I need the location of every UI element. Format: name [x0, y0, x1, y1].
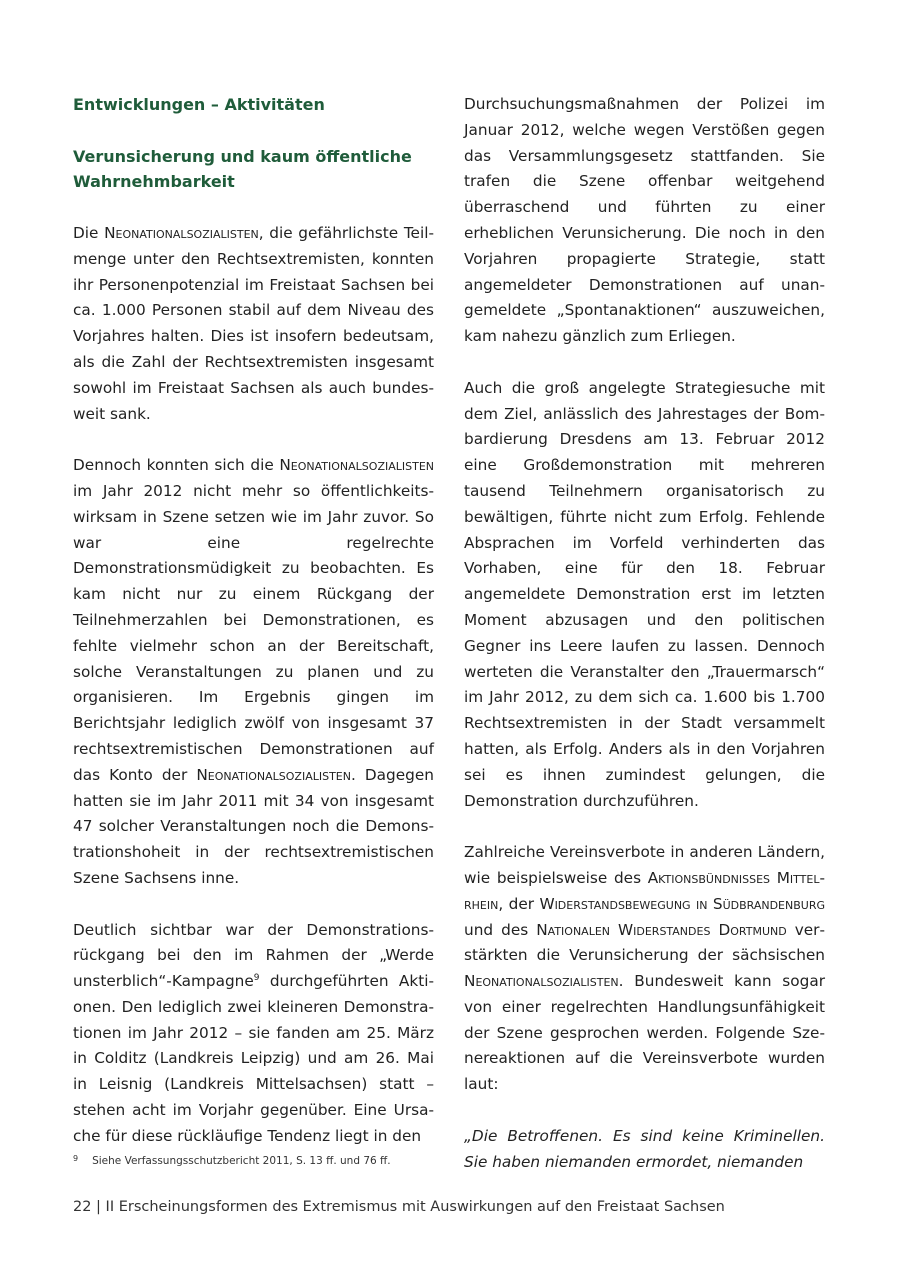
paragraph-2-text-a: Dennoch konnten sich die [73, 456, 280, 475]
paragraph-2-text-c: . Dagegen hatten sie im Jahr 2011 mit 34 von insgesamt 47 solcher Veranstaltungen noch die Demonstrationshoheit in der rechtsextremistischen Szene Sachsens inne. [73, 765, 434, 887]
term-widerstandsbewegung: Widerstandsbewegung in Südbrandenburg [539, 894, 826, 913]
paragraph-2-text-b: im Jahr 2012 nicht mehr so öffentlichkeitswirksam in Szene setzen wie im Jahr zuvor. So war eine regelrechte Demonstrationsmüdigkeit zu beobachten. Es kam nicht nur zu einem Rückgang der Teilnehmerzahlen bei Demonstrationen, es fehlte vielmehr schon an der Bereitschaft, solche Veranstaltungen zu planen und zu organisieren. Im Ergebnis gingen im Berichtsjahr lediglich zwölf von insgesamt 37 rechtsextremistischen Demonstrationen auf das Konto der [73, 481, 434, 784]
term-aktionsbuendnis: Aktionsbündnisses Mittelrhein [464, 868, 825, 913]
paragraph-1-text-b: , die gefährlichste Teilmenge unter den Rechtsextremisten, konnten ihr Personenpotenzial im Freistaat Sachsen bei ca. 1.000 Personen stabil auf dem Niveau des Vorjahres halten. Dies ist insofern bedeutsam, als die Zahl der Rechtsextremisten insgesamt sowohl im Freistaat Sachsen als auch bundesweit sank. [73, 223, 434, 423]
paragraph-3-text-b: durchgeführten Aktionen. Den lediglich zwei kleineren Demonstrationen im Jahr 2012 – sie fanden am 25. März in Colditz (Landkreis Leipzig) und am 26. Mai in Leisnig (Landkreis Mittelsachsen) statt – stehen acht im Vorjahr gegenüber. Eine Ursache für diese rückläufige Tendenz liegt in den [73, 972, 434, 1145]
paragraph-3 [73, 918, 434, 1150]
paragraph-2 [73, 453, 434, 892]
paragraph-6 [464, 840, 825, 1098]
term-neonationalsozialisten: Neonationalsozialisten [464, 972, 619, 991]
right-column [464, 92, 825, 1201]
term-neonationalsozialisten: Neonationalsozialisten [196, 765, 351, 784]
quote-paragraph: „Die Betroffenen. Es sind keine Kriminellen. Sie haben niemanden ermordet, niemanden [464, 1126, 825, 1171]
section-title: Entwicklungen – Aktivitäten [73, 95, 325, 114]
term-neonationalsozialisten: Neonationalsozialisten [104, 223, 259, 242]
paragraph-6-text-d: verstärkten die Verunsicherung der sächsischen [464, 920, 825, 965]
footnote-number: 9 [73, 1154, 79, 1163]
footnote-text: Siehe Verfassungsschutzbericht 2011, S. 13 ff. und 76 ff. [92, 1155, 391, 1167]
footnote [73, 1154, 391, 1167]
term-nationaler-widerstand: Nationalen Widerstandes Dortmund [536, 920, 787, 939]
page-footer: 22 | II Erscheinungsformen des Extremismus mit Auswirkungen auf den Freistaat Sachsen [73, 1199, 725, 1215]
footnote-reference: 9 [253, 973, 260, 984]
paragraph-6-text-a: Zahlreiche Vereinsverbote in anderen Ländern, wie beispielsweise des [464, 843, 825, 887]
left-column [73, 92, 434, 1175]
paragraph-6-text-c: und des [464, 920, 537, 939]
paragraph-1-text-a: Die [73, 223, 105, 242]
paragraph-6-text-b: , der [498, 894, 540, 913]
term-neonationalsozialisten: Neonationalsozialisten [279, 456, 434, 475]
paragraph-6-text-e: . Bundesweit kann sogar von einer regelrechten Handlungsunfähigkeit der Szene gesprochen werden. Folgende Szenereaktionen auf die Vereinsverbote wurden laut: [464, 972, 825, 1094]
paragraph-1 [73, 221, 434, 427]
paragraph-4: Durchsuchungsmaßnahmen der Polizei im Januar 2012, welche wegen Verstößen gegen das Versammlungsgesetz stattfanden. Sie trafen die Szene offenbar weitgehend überraschend und führten zu einer erheblichen Verunsicherung. Die noch in den Vorjahren propagierte Strategie, statt angemeldeter Demonstrationen auf unangemeldete „Spontanaktionen“ auszuweichen, kam nahezu gänzlich zum Erliegen. [464, 95, 825, 346]
paragraph-3-text-a: Deutlich sichtbar war der Demonstrationsrückgang bei den im Rahmen der „Werde unsterblich“-Kampagne [73, 920, 434, 991]
subsection-title: Verunsicherung und kaum öffentliche Wahrnehmbarkeit [73, 146, 412, 192]
paragraph-5: Auch die groß angelegte Strategiesuche mit dem Ziel, anlässlich des Jahrestages der Bombardierung Dresdens am 13. Februar 2012 eine Großdemonstration mit mehreren tausend Teilnehmern organisatorisch zu bewältigen, führte nicht zum Erfolg. Fehlende Absprachen im Vorfeld verhinderten das Vorhaben, eine für den 18. Februar angemeldete Demonstration erst im letzten Moment abzusagen und den politischen Gegner ins Leere laufen zu lassen. Dennoch werteten die Veranstalter den „Trauermarsch“ im Jahr 2012, zu dem sich ca. 1.600 bis 1.700 Rechtsextremisten in der Stadt versammelt hatten, als Erfolg. Anders als in den Vorjahren sei es ihnen zumindest gelungen, die Demonstration durchzuführen. [464, 378, 825, 810]
